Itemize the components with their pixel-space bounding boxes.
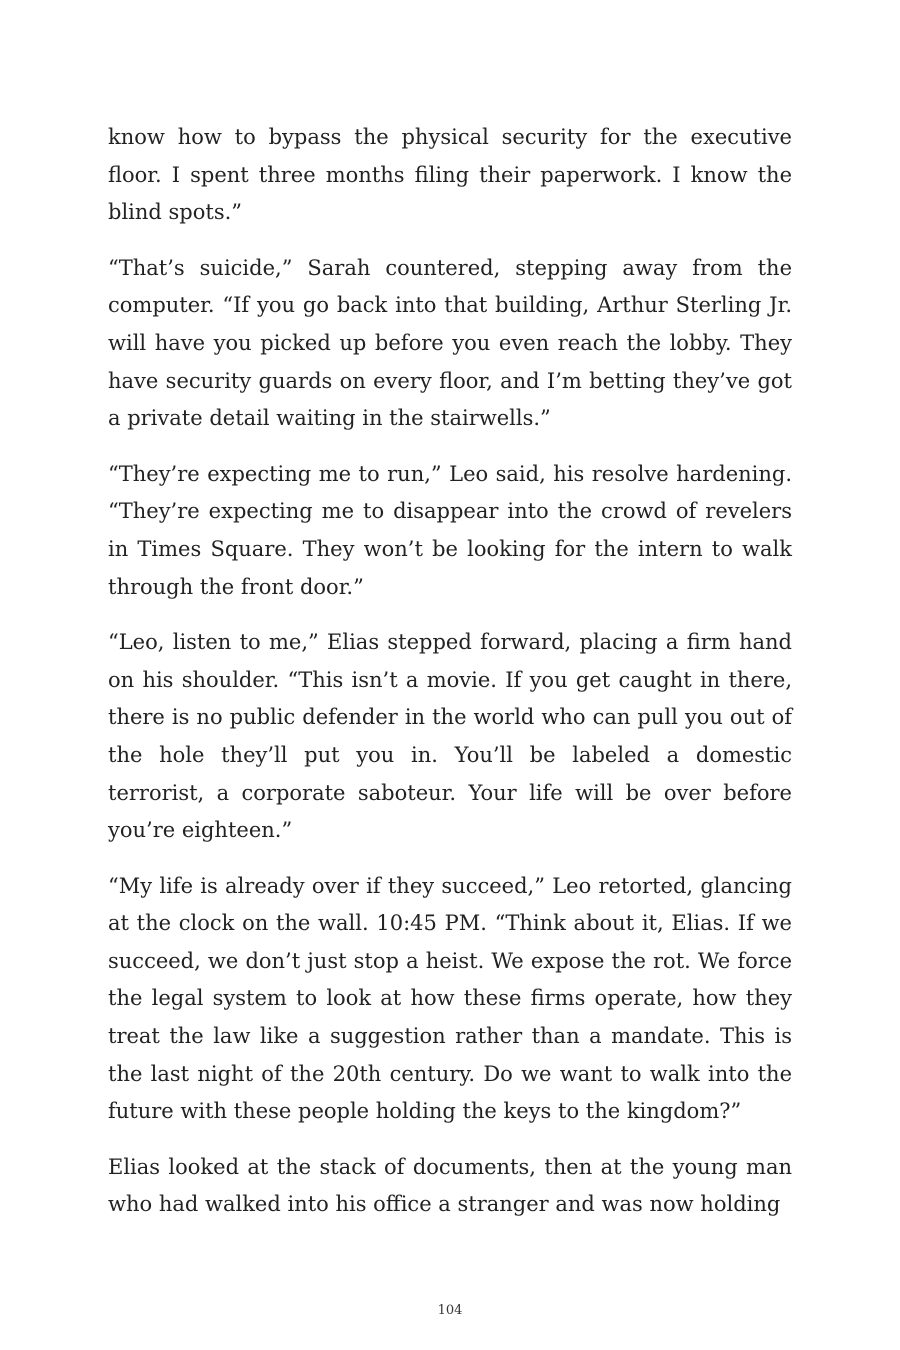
body-text (108, 119, 792, 1224)
paragraph: “My life is already over if they succeed,” Leo retorted, glancing at the clock on the wall. 10:45 PM. “Think about it, Elias. If we succeed, we don’t just stop a heist. We expose the rot. We force the legal system to look at how these firms operate, how they treat the law like a suggestion rather than a mandate. This is the last night of the 20th century. Do we want to walk into the future with these people holding the keys to the kingdom?” (108, 873, 792, 1124)
page-number: 104 (437, 1303, 463, 1318)
paragraph: “Leo, listen to me,” Elias stepped forward, placing a firm hand on his shoulder. “This isn’t a movie. If you get caught in there, there is no public defender in the world who can pull you out of the hole they’ll put you in. You’ll be labeled a domestic terrorist, a corporate saboteur. Your life will be over before you’re eighteen.” (108, 630, 792, 843)
paragraph: know how to bypass the physical security for the executive floor. I spent three months filing their paperwork. I know the blind spots.” (108, 125, 792, 225)
paragraph: “That’s suicide,” Sarah countered, stepping away from the computer. “If you go back into that building, Arthur Sterling Jr. will have you picked up before you even reach the lobby. They have security guards on every floor, and I’m betting they’ve got a private detail waiting in the stairwells.” (108, 255, 792, 431)
paragraph: “They’re expecting me to run,” Leo said, his resolve hardening. “They’re expecting me to disappear into the crowd of revelers in Times Square. They won’t be looking for the intern to walk through the front door.” (108, 461, 792, 599)
paragraph: Elias looked at the stack of documents, then at the young man who had walked into his office a stranger and was now holding (108, 1154, 792, 1217)
